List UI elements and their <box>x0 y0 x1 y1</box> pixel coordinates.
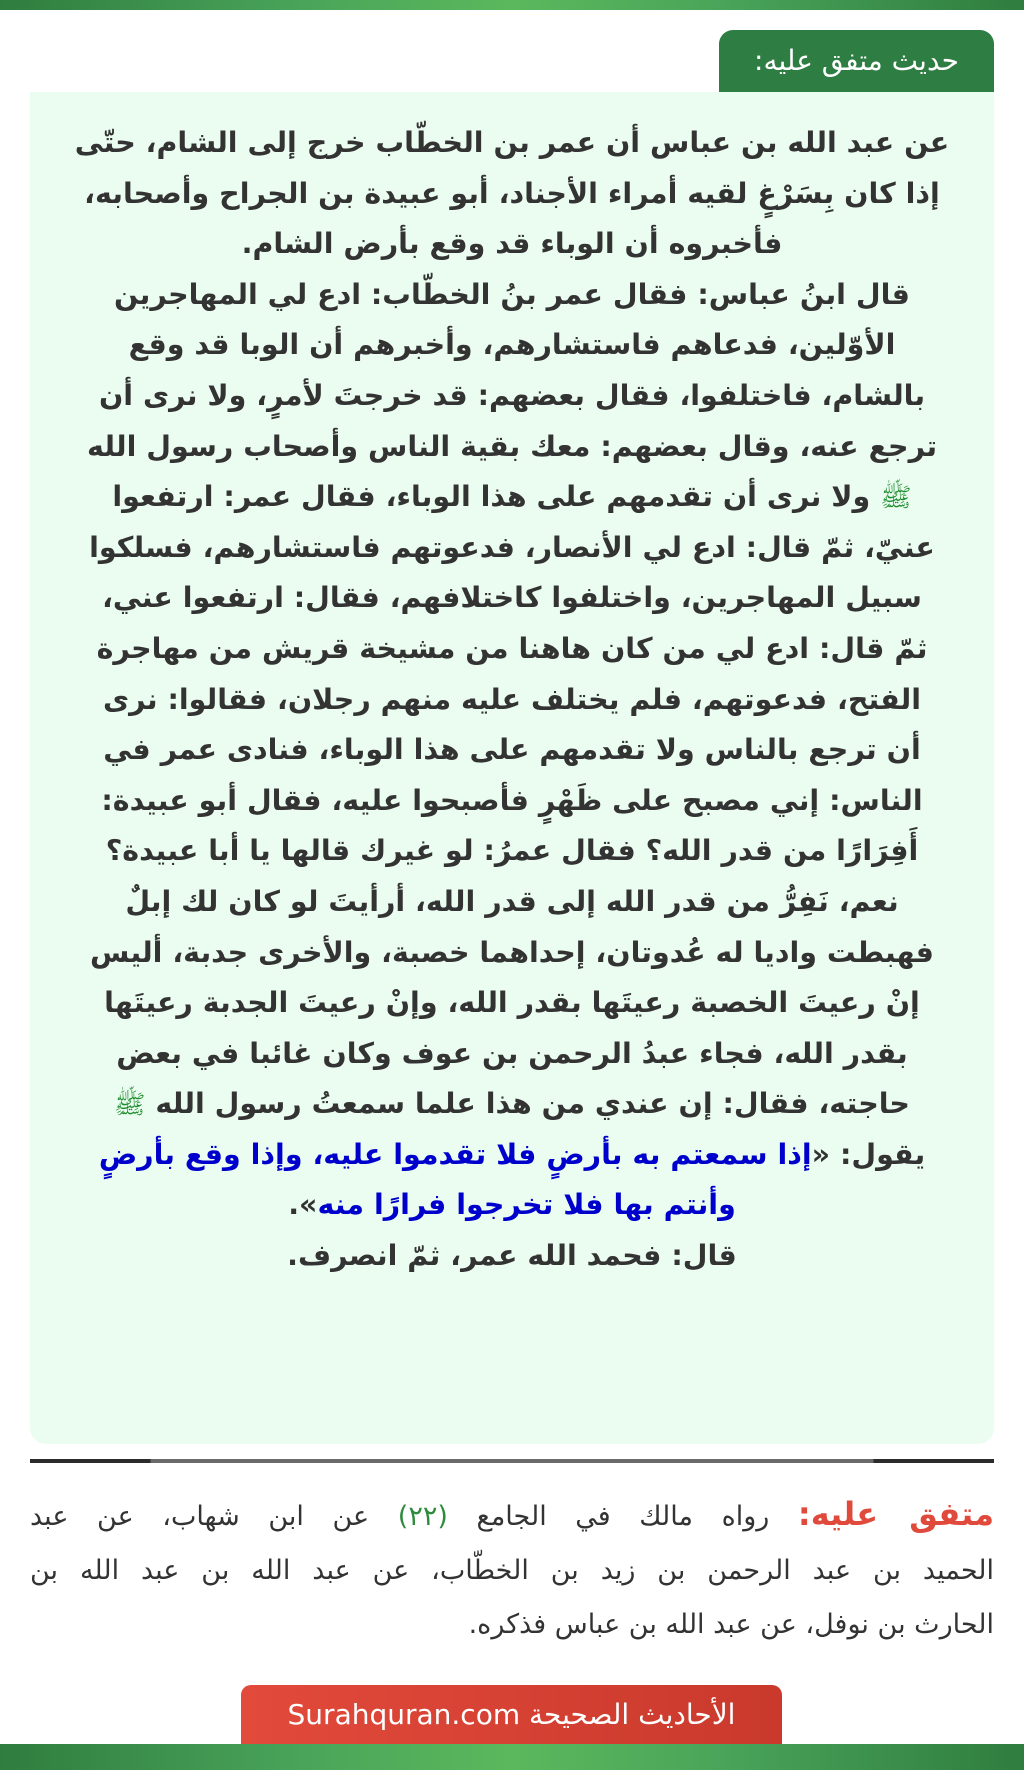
section-label: حديث متفق عليه: <box>719 30 994 92</box>
takhrij-line: الحارث بن نوفل، عن عبد الله بن عباس فذكره. <box>468 1609 994 1640</box>
hadith-line: إنْ رعيتَ الخصبة رعيتَها بقدر الله، وإنْ رعيتَ الجدبة رعيتَها <box>104 986 920 1020</box>
hadith-line: الناس: إني مصبح على ظَهْرٍ فأصبحوا عليه، فقال أبو عبيدة: <box>101 783 923 817</box>
hadith-line: فأخبروه أن الوباء قد وقع بأرض الشام. <box>241 227 783 261</box>
takhrij-paragraph <box>30 1487 994 1652</box>
hadith-line-text: ». <box>288 1188 318 1222</box>
hadith-line: الأوّلين، فدعاهم فاستشارهم، وأخبرهم أن الوبا قد وقع <box>128 328 896 362</box>
prophetic-quote: إذا سمعتم به بأرضٍ فلا تقدموا عليه، وإذا وقع بأرضٍ <box>98 1137 812 1171</box>
hadith-line: سبيل المهاجرين، واختلفوا كاختلافهم، فقال: ارتفعوا عني، <box>102 581 922 615</box>
hadith-line: بقدر الله، فجاء عبدُ الرحمن بن عوف وكان غائبا في بعض <box>116 1036 908 1070</box>
takhrij-label: متفق عليه: <box>797 1495 995 1533</box>
hadith-line <box>30 472 994 523</box>
hadith-line: بالشام، فاختلفوا، فقال بعضهم: قد خرجتَ لأمرٍ، ولا نرى أن <box>98 378 926 412</box>
takhrij-line: الحميد بن عبد الرحمن بن زيد بن الخطّاب، عن عبد الله بن عبد الله بن <box>30 1555 994 1586</box>
hadith-line: نعم، نَفِرُّ من قدر الله إلى قدر الله، أرأيتَ لو كان لك إبلٌ <box>125 884 899 918</box>
salawat-icon: ﷺ <box>114 1090 146 1121</box>
hadith-line: فهبطت واديا له عُدوتان، إحداهما خصبة، والأخرى جدبة، أليس <box>90 935 934 969</box>
hadith-line: الفتح، فدعوتهم، فلم يختلف عليه منهم رجلان، فقالوا: نرى <box>103 682 921 716</box>
section-divider <box>30 1459 994 1463</box>
hadith-line <box>30 1079 994 1130</box>
hadith-text-box <box>30 92 994 1444</box>
hadith-line: أَفِرَارًا من قدر الله؟ فقال عمرُ: لو غيرك قالها يا أبا عبيدة؟ <box>105 834 919 868</box>
reference-number: (٢٢) <box>397 1501 448 1532</box>
hadith-line: ترجع عنه، وقال بعضهم: معك بقية الناس وأصحاب رسول الله <box>86 429 938 463</box>
hadith-line: ثمّ قال: ادع لي من كان هاهنا من مشيخة قريش من مهاجرة <box>96 631 928 665</box>
site-watermark-badge: الأحاديث الصحيحة Surahquran.com <box>241 1685 782 1744</box>
hadith-line-text: ولا نرى أن تقدمهم على هذا الوباء، فقال عمر: ارتفعوا <box>112 480 881 514</box>
salawat-icon: ﷺ <box>880 483 912 514</box>
prophetic-quote: وأنتم بها فلا تخرجوا فرارًا منه <box>317 1188 736 1222</box>
hadith-line: قال ابنُ عباس: فقال عمر بنُ الخطّاب: ادع لي المهاجرين <box>114 277 910 311</box>
hadith-line <box>30 1180 994 1231</box>
hadith-line-text: يقول: « <box>811 1137 926 1171</box>
hadith-line: أن ترجع بالناس ولا تقدمهم على هذا الوباء، فنادى عمر في <box>103 733 921 767</box>
top-decorative-bar <box>0 0 1024 10</box>
takhrij-line <box>30 1487 994 1544</box>
hadith-line <box>30 1130 994 1181</box>
hadith-line: عن عبد الله بن عباس أن عمر بن الخطّاب خرج إلى الشام، حتّى <box>74 126 950 159</box>
hadith-line: إذا كان بِسَرْغٍ لقيه أمراء الأجناد، أبو عبيدة بن الجراح وأصحابه، <box>84 176 940 210</box>
takhrij-text: عن ابن شهاب، عن عبد <box>30 1501 398 1532</box>
bottom-decorative-bar <box>0 1744 1024 1770</box>
hadith-line-text: حاجته، فقال: إن عندي من هذا علما سمعتُ رسول الله <box>145 1087 910 1121</box>
hadith-line: عنيّ، ثمّ قال: ادع لي الأنصار، فدعوتهم فاستشارهم، فسلكوا <box>89 530 935 564</box>
takhrij-text: رواه مالك في الجامع <box>447 1501 798 1532</box>
hadith-line: قال: فحمد الله عمر، ثمّ انصرف. <box>287 1239 737 1273</box>
